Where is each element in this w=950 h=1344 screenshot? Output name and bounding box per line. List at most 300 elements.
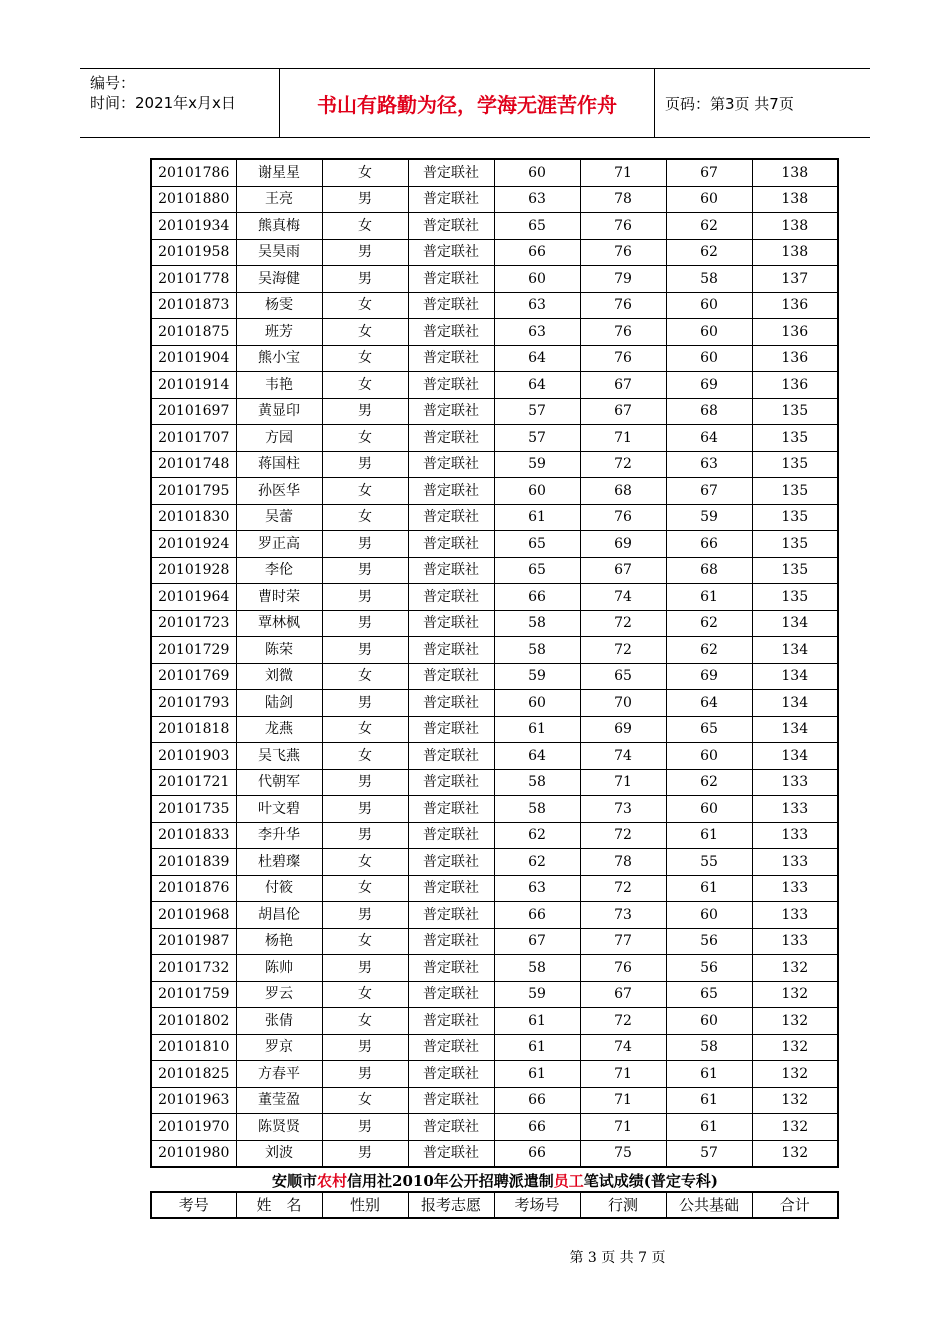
applied-unit-cell: 普定联社 [408,610,494,637]
aptitude-score-cell: 76 [580,955,666,982]
public-basics-score-cell: 61 [666,875,752,902]
total-score-cell: 136 [752,292,838,319]
exam-id-cell: 20101786 [151,159,236,186]
total-score-cell: 135 [752,478,838,505]
room-cell: 62 [494,822,580,849]
name-cell: 吴蕾 [236,504,322,531]
exam-id-cell: 20101875 [151,319,236,346]
name-cell: 陈荣 [236,637,322,664]
aptitude-score-cell: 72 [580,451,666,478]
exam-id-cell: 20101802 [151,1008,236,1035]
table-row [151,743,838,770]
public-basics-score-cell: 58 [666,1034,752,1061]
name-cell: 曹时荣 [236,584,322,611]
room-cell: 57 [494,398,580,425]
aptitude-score-cell: 79 [580,266,666,293]
applied-unit-cell: 普定联社 [408,1114,494,1141]
table-row [151,425,838,452]
gender-cell: 女 [322,213,408,240]
column-header-table [150,1191,839,1219]
aptitude-score-cell: 65 [580,663,666,690]
exam-id-cell: 20101904 [151,345,236,372]
name-cell: 李伦 [236,557,322,584]
gender-cell: 女 [322,345,408,372]
public-basics-score-cell: 56 [666,928,752,955]
exam-id-cell: 20101903 [151,743,236,770]
exam-id-cell: 20101880 [151,186,236,213]
total-score-cell: 132 [752,981,838,1008]
applied-unit-cell: 普定联社 [408,955,494,982]
public-basics-score-cell: 60 [666,1008,752,1035]
public-basics-score-cell: 60 [666,345,752,372]
applied-unit-cell: 普定联社 [408,1034,494,1061]
room-cell: 63 [494,875,580,902]
table-row [151,637,838,664]
name-cell: 杜碧璨 [236,849,322,876]
total-score-cell: 133 [752,769,838,796]
exam-id-cell: 20101697 [151,398,236,425]
aptitude-score-cell: 67 [580,981,666,1008]
table-row [151,372,838,399]
total-score-cell: 132 [752,1140,838,1167]
public-basics-score-cell: 66 [666,531,752,558]
applied-unit-cell: 普定联社 [408,822,494,849]
exam-id-cell: 20101795 [151,478,236,505]
public-basics-score-cell: 65 [666,981,752,1008]
total-score-cell: 136 [752,372,838,399]
room-cell: 59 [494,451,580,478]
total-score-cell: 134 [752,716,838,743]
name-cell: 覃林枫 [236,610,322,637]
name-cell: 李升华 [236,822,322,849]
exam-id-cell: 20101793 [151,690,236,717]
applied-unit-cell: 普定联社 [408,398,494,425]
applied-unit-cell: 普定联社 [408,1008,494,1035]
public-basics-score-cell: 60 [666,319,752,346]
gender-cell: 男 [322,186,408,213]
exam-id-cell: 20101735 [151,796,236,823]
total-score-cell: 135 [752,398,838,425]
gender-cell: 男 [322,1140,408,1167]
table-row [151,716,838,743]
exam-id-cell: 20101830 [151,504,236,531]
exam-id-cell: 20101778 [151,266,236,293]
total-score-cell: 138 [752,159,838,186]
aptitude-score-cell: 67 [580,557,666,584]
total-score-cell: 133 [752,796,838,823]
applied-unit-cell: 普定联社 [408,557,494,584]
room-cell: 65 [494,557,580,584]
score-table-body [151,159,838,1167]
table-row [151,319,838,346]
total-score-cell: 138 [752,239,838,266]
applied-unit-cell: 普定联社 [408,769,494,796]
aptitude-score-cell: 76 [580,345,666,372]
table-caption [150,1170,840,1191]
name-cell: 陈贤贤 [236,1114,322,1141]
aptitude-score-cell: 72 [580,822,666,849]
gender-cell: 女 [322,849,408,876]
exam-id-cell: 20101968 [151,902,236,929]
exam-id-cell: 20101721 [151,769,236,796]
name-cell: 胡昌伦 [236,902,322,929]
gender-cell: 女 [322,504,408,531]
gender-cell: 男 [322,239,408,266]
room-cell: 67 [494,928,580,955]
gender-cell: 男 [322,1114,408,1141]
room-cell: 59 [494,663,580,690]
applied-unit-cell: 普定联社 [408,425,494,452]
exam-id-cell: 20101958 [151,239,236,266]
applied-unit-cell: 普定联社 [408,849,494,876]
gender-cell: 男 [322,902,408,929]
total-score-cell: 133 [752,849,838,876]
applied-unit-cell: 普定联社 [408,213,494,240]
total-score-cell: 134 [752,637,838,664]
gender-cell: 女 [322,1008,408,1035]
room-cell: 61 [494,1061,580,1088]
public-basics-score-cell: 61 [666,1087,752,1114]
table-row [151,875,838,902]
room-cell: 58 [494,769,580,796]
gender-cell: 女 [322,159,408,186]
exam-id-cell: 20101970 [151,1114,236,1141]
gender-cell: 男 [322,584,408,611]
aptitude-score-cell: 78 [580,849,666,876]
room-cell: 64 [494,372,580,399]
header-page-number: 页码：第3页 共7页 [665,94,794,113]
applied-unit-cell: 普定联社 [408,663,494,690]
table-row [151,451,838,478]
total-score-cell: 132 [752,1008,838,1035]
gender-cell: 女 [322,478,408,505]
gender-cell: 男 [322,1034,408,1061]
table-row [151,239,838,266]
name-cell: 张倩 [236,1008,322,1035]
public-basics-score-cell: 69 [666,663,752,690]
table-row [151,981,838,1008]
exam-id-cell: 20101980 [151,1140,236,1167]
public-basics-score-cell: 62 [666,769,752,796]
page-header [80,68,870,138]
total-score-cell: 133 [752,822,838,849]
total-score-cell: 133 [752,928,838,955]
room-cell: 60 [494,478,580,505]
column-header: 考号 [151,1192,236,1218]
doc-number-label: 编号： [90,74,136,92]
total-score-cell: 132 [752,1034,838,1061]
column-header: 报考志愿 [408,1192,494,1218]
room-cell: 61 [494,716,580,743]
exam-id-cell: 20101839 [151,849,236,876]
name-cell: 吴海健 [236,266,322,293]
name-cell: 叶文碧 [236,796,322,823]
table-row [151,345,838,372]
room-cell: 57 [494,425,580,452]
name-cell: 熊真梅 [236,213,322,240]
public-basics-score-cell: 58 [666,266,752,293]
exam-id-cell: 20101876 [151,875,236,902]
table-row [151,398,838,425]
applied-unit-cell: 普定联社 [408,1140,494,1167]
table-row [151,902,838,929]
applied-unit-cell: 普定联社 [408,796,494,823]
table-row [151,504,838,531]
aptitude-score-cell: 71 [580,1114,666,1141]
public-basics-score-cell: 57 [666,1140,752,1167]
room-cell: 58 [494,955,580,982]
exam-id-cell: 20101810 [151,1034,236,1061]
gender-cell: 男 [322,557,408,584]
aptitude-score-cell: 72 [580,610,666,637]
applied-unit-cell: 普定联社 [408,637,494,664]
aptitude-score-cell: 69 [580,716,666,743]
table-row [151,478,838,505]
total-score-cell: 138 [752,186,838,213]
exam-id-cell: 20101873 [151,292,236,319]
caption-red-part: 农村 [317,1172,348,1190]
applied-unit-cell: 普定联社 [408,690,494,717]
table-row [151,186,838,213]
public-basics-score-cell: 60 [666,292,752,319]
table-row [151,1061,838,1088]
table-row [151,1087,838,1114]
name-cell: 陈帅 [236,955,322,982]
table-row [151,1114,838,1141]
gender-cell: 男 [322,398,408,425]
aptitude-score-cell: 76 [580,292,666,319]
name-cell: 代朝军 [236,769,322,796]
gender-cell: 男 [322,610,408,637]
name-cell: 龙燕 [236,716,322,743]
doc-date-label: 时间：2021年x月x日 [90,94,236,112]
aptitude-score-cell: 78 [580,186,666,213]
public-basics-score-cell: 59 [666,504,752,531]
gender-cell: 女 [322,663,408,690]
room-cell: 61 [494,1034,580,1061]
applied-unit-cell: 普定联社 [408,902,494,929]
applied-unit-cell: 普定联社 [408,584,494,611]
public-basics-score-cell: 64 [666,425,752,452]
applied-unit-cell: 普定联社 [408,504,494,531]
table-row [151,584,838,611]
room-cell: 61 [494,504,580,531]
room-cell: 63 [494,292,580,319]
score-table [150,158,839,1168]
table-row [151,266,838,293]
room-cell: 65 [494,213,580,240]
exam-id-cell: 20101964 [151,584,236,611]
page-footer: 第 3 页 共 7 页 [569,1250,666,1266]
total-score-cell: 134 [752,690,838,717]
total-score-cell: 133 [752,875,838,902]
name-cell: 付筱 [236,875,322,902]
aptitude-score-cell: 69 [580,531,666,558]
applied-unit-cell: 普定联社 [408,266,494,293]
exam-id-cell: 20101769 [151,663,236,690]
total-score-cell: 136 [752,319,838,346]
total-score-cell: 137 [752,266,838,293]
public-basics-score-cell: 62 [666,213,752,240]
aptitude-score-cell: 67 [580,398,666,425]
room-cell: 60 [494,266,580,293]
gender-cell: 男 [322,531,408,558]
gender-cell: 女 [322,928,408,955]
aptitude-score-cell: 70 [580,690,666,717]
applied-unit-cell: 普定联社 [408,451,494,478]
gender-cell: 男 [322,637,408,664]
exam-id-cell: 20101748 [151,451,236,478]
total-score-cell: 134 [752,610,838,637]
column-header: 合计 [752,1192,838,1218]
exam-id-cell: 20101924 [151,531,236,558]
exam-id-cell: 20101914 [151,372,236,399]
gender-cell: 男 [322,796,408,823]
caption-part: 信用社2010年公开招聘派遣制 [347,1172,554,1190]
aptitude-score-cell: 71 [580,159,666,186]
room-cell: 58 [494,610,580,637]
room-cell: 66 [494,1087,580,1114]
table-row [151,1034,838,1061]
aptitude-score-cell: 74 [580,743,666,770]
total-score-cell: 132 [752,1087,838,1114]
applied-unit-cell: 普定联社 [408,743,494,770]
room-cell: 63 [494,186,580,213]
table-row [151,213,838,240]
gender-cell: 女 [322,981,408,1008]
name-cell: 王亮 [236,186,322,213]
exam-id-cell: 20101963 [151,1087,236,1114]
exam-id-cell: 20101732 [151,955,236,982]
public-basics-score-cell: 60 [666,743,752,770]
room-cell: 59 [494,981,580,1008]
gender-cell: 男 [322,451,408,478]
table-row [151,159,838,186]
applied-unit-cell: 普定联社 [408,875,494,902]
gender-cell: 女 [322,319,408,346]
aptitude-score-cell: 76 [580,504,666,531]
exam-id-cell: 20101818 [151,716,236,743]
aptitude-score-cell: 72 [580,875,666,902]
table-row [151,796,838,823]
table-row [151,822,838,849]
column-header-row [151,1192,838,1218]
exam-id-cell: 20101723 [151,610,236,637]
gender-cell: 女 [322,292,408,319]
table-row [151,690,838,717]
table-row [151,1140,838,1167]
room-cell: 58 [494,637,580,664]
aptitude-score-cell: 73 [580,796,666,823]
room-cell: 62 [494,849,580,876]
aptitude-score-cell: 72 [580,1008,666,1035]
table-row [151,955,838,982]
room-cell: 64 [494,345,580,372]
total-score-cell: 136 [752,345,838,372]
column-header: 公共基础 [666,1192,752,1218]
exam-id-cell: 20101833 [151,822,236,849]
room-cell: 58 [494,796,580,823]
aptitude-score-cell: 71 [580,1087,666,1114]
exam-id-cell: 20101729 [151,637,236,664]
public-basics-score-cell: 63 [666,451,752,478]
total-score-cell: 135 [752,425,838,452]
total-score-cell: 132 [752,955,838,982]
name-cell: 罗云 [236,981,322,1008]
table-row [151,610,838,637]
applied-unit-cell: 普定联社 [408,716,494,743]
gender-cell: 男 [322,266,408,293]
public-basics-score-cell: 62 [666,637,752,664]
public-basics-score-cell: 55 [666,849,752,876]
name-cell: 吴飞燕 [236,743,322,770]
name-cell: 董莹盈 [236,1087,322,1114]
name-cell: 刘波 [236,1140,322,1167]
name-cell: 班芳 [236,319,322,346]
room-cell: 60 [494,690,580,717]
public-basics-score-cell: 64 [666,690,752,717]
gender-cell: 男 [322,769,408,796]
total-score-cell: 135 [752,584,838,611]
applied-unit-cell: 普定联社 [408,186,494,213]
aptitude-score-cell: 68 [580,478,666,505]
public-basics-score-cell: 56 [666,955,752,982]
table-row [151,769,838,796]
table-row [151,531,838,558]
name-cell: 方园 [236,425,322,452]
room-cell: 63 [494,319,580,346]
gender-cell: 男 [322,955,408,982]
applied-unit-cell: 普定联社 [408,319,494,346]
public-basics-score-cell: 62 [666,239,752,266]
public-basics-score-cell: 67 [666,159,752,186]
aptitude-score-cell: 71 [580,1061,666,1088]
applied-unit-cell: 普定联社 [408,928,494,955]
room-cell: 61 [494,1008,580,1035]
name-cell: 罗京 [236,1034,322,1061]
total-score-cell: 132 [752,1061,838,1088]
public-basics-score-cell: 60 [666,186,752,213]
name-cell: 蒋国柱 [236,451,322,478]
table-row [151,849,838,876]
total-score-cell: 133 [752,902,838,929]
gender-cell: 男 [322,822,408,849]
applied-unit-cell: 普定联社 [408,1061,494,1088]
name-cell: 吴昊雨 [236,239,322,266]
exam-id-cell: 20101934 [151,213,236,240]
table-row [151,928,838,955]
public-basics-score-cell: 68 [666,398,752,425]
name-cell: 罗正高 [236,531,322,558]
public-basics-score-cell: 62 [666,610,752,637]
total-score-cell: 135 [752,451,838,478]
name-cell: 杨艳 [236,928,322,955]
total-score-cell: 135 [752,531,838,558]
gender-cell: 女 [322,743,408,770]
column-header: 考场号 [494,1192,580,1218]
gender-cell: 女 [322,875,408,902]
name-cell: 谢星星 [236,159,322,186]
gender-cell: 女 [322,372,408,399]
gender-cell: 男 [322,690,408,717]
table-row [151,1008,838,1035]
aptitude-score-cell: 76 [580,239,666,266]
aptitude-score-cell: 74 [580,1034,666,1061]
name-cell: 方春平 [236,1061,322,1088]
exam-id-cell: 20101707 [151,425,236,452]
applied-unit-cell: 普定联社 [408,981,494,1008]
applied-unit-cell: 普定联社 [408,531,494,558]
